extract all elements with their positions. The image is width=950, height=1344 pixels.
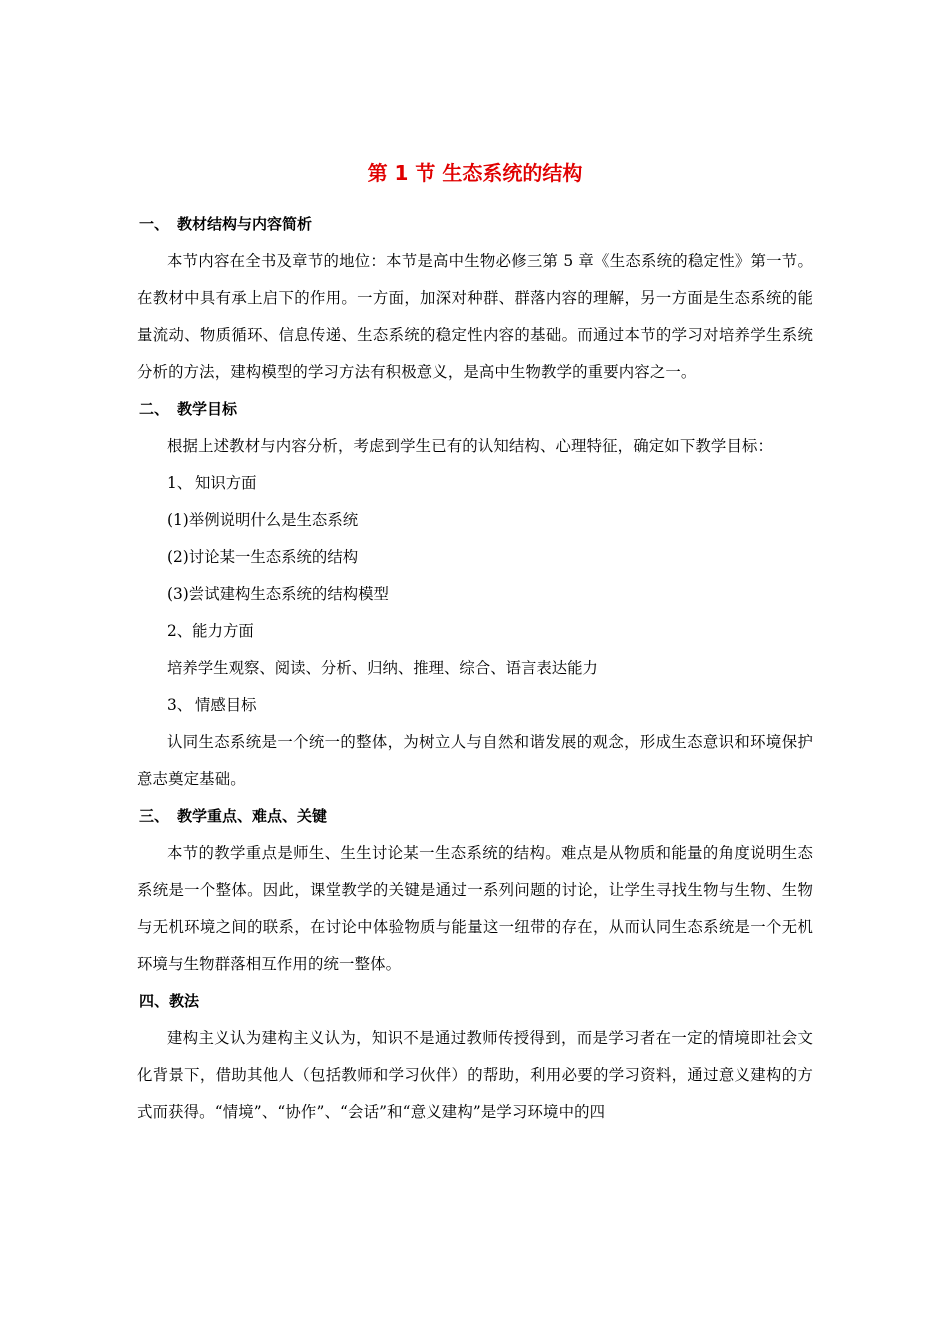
knowledge-number: 1、 bbox=[167, 474, 193, 492]
section-number-1: 一、 bbox=[139, 215, 170, 233]
knowledge-item-3: (3)尝试建构生态系统的结构模型 bbox=[167, 585, 389, 603]
emotion-label: 情感目标 bbox=[195, 696, 257, 714]
emotion-paragraph: 认同生态系统是一个统一的整体，为树立人与自然和谐发展的观念，形成生态意识和环境保护意志奠定基础。 bbox=[137, 733, 813, 788]
section-heading-4: 四、教法 bbox=[139, 992, 200, 1010]
knowledge-item-1: (1)举例说明什么是生态系统 bbox=[167, 511, 359, 529]
document-body bbox=[137, 206, 813, 1131]
section-title-3: 教学重点、难点、关键 bbox=[177, 807, 328, 825]
section-4-paragraph: 建构主义认为建构主义认为，知识不是通过教师传授得到，而是学习者在一定的情境即社会文化背景下，借助其他人（包括教师和学习伙伴）的帮助，利用必要的学习资料，通过意义建构的方式而获得。“情境”、“协作”、“会话”和“意义建构”是学习环境中的四 bbox=[137, 1029, 813, 1121]
section-title-2: 教学目标 bbox=[177, 400, 238, 418]
emotion-heading bbox=[137, 687, 813, 724]
knowledge-label: 知识方面 bbox=[195, 474, 257, 492]
knowledge-heading bbox=[137, 465, 813, 502]
section-1-paragraph: 本节内容在全书及章节的地位：本节是高中生物必修三第 5 章《生态系统的稳定性》第一节。在教材中具有承上启下的作用。一方面，加深对种群、群落内容的理解，另一方面是生态系统的能量流动、物质循环、信息传递、生态系统的稳定性内容的基础。而通过本节的学习对培养学生系统分析的方法，建构模型的学习方法有积极意义，是高中生物教学的重要内容之一。 bbox=[137, 252, 813, 381]
section-number-2: 二、 bbox=[139, 400, 170, 418]
section-2-intro: 根据上述教材与内容分析，考虑到学生已有的认知结构、心理特征，确定如下教学目标： bbox=[167, 437, 774, 455]
section-heading-1 bbox=[137, 206, 813, 243]
section-title-1: 教材结构与内容简析 bbox=[177, 215, 313, 233]
section-3-paragraph: 本节的教学重点是师生、生生讨论某一生态系统的结构。难点是从物质和能量的角度说明生态系统是一个整体。因此，课堂教学的关键是通过一系列问题的讨论，让学生寻找生物与生物、生物与无机环境之间的联系，在讨论中体验物质与能量这一纽带的存在，从而认同生态系统是一个无机环境与生物群落相互作用的统一整体。 bbox=[137, 844, 813, 973]
knowledge-item-2: (2)讨论某一生态系统的结构 bbox=[167, 548, 359, 566]
section-heading-2 bbox=[137, 391, 813, 428]
document-title: 第 1 节 生态系统的结构 bbox=[367, 161, 583, 185]
ability-heading: 2、能力方面 bbox=[167, 622, 254, 640]
section-heading-3 bbox=[137, 798, 813, 835]
ability-text: 培养学生观察、阅读、分析、归纳、推理、综合、语言表达能力 bbox=[167, 659, 598, 677]
emotion-number: 3、 bbox=[167, 696, 193, 714]
section-number-3: 三、 bbox=[139, 807, 170, 825]
